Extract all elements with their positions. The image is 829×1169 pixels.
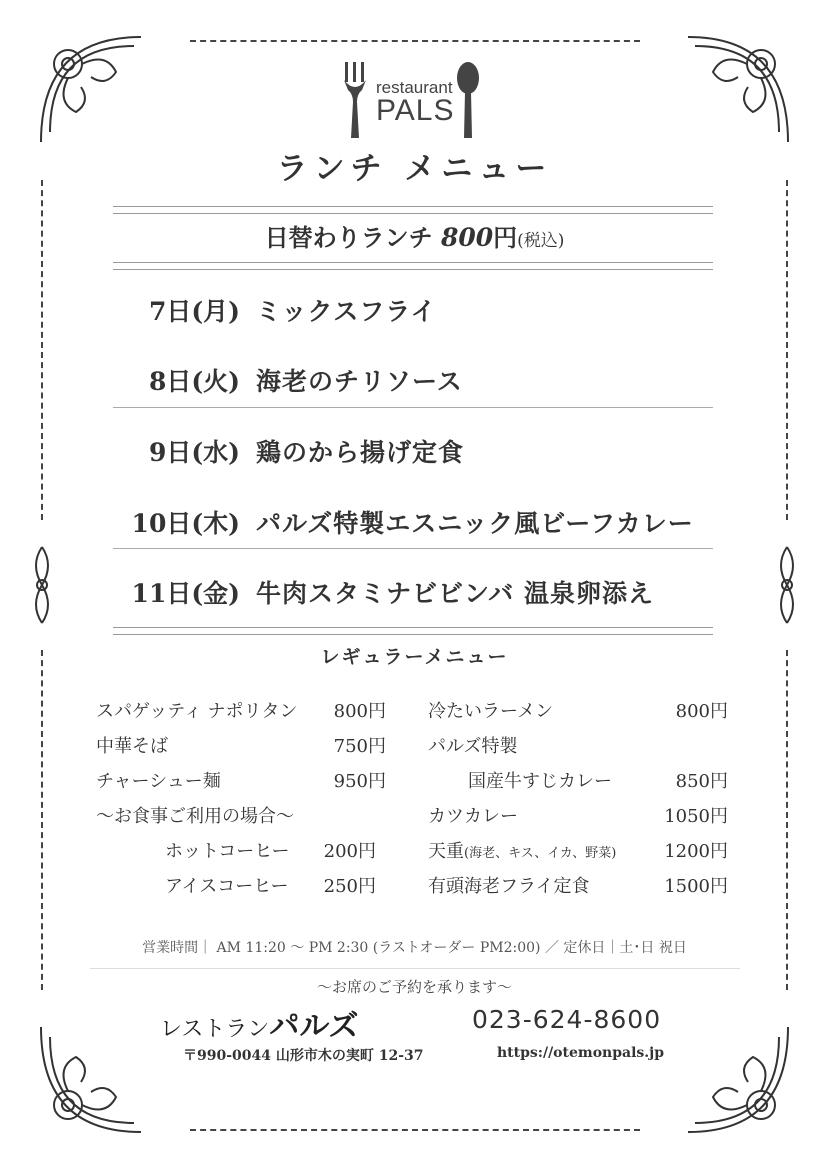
- dish-name: 海老のチリソース: [256, 367, 463, 396]
- logo-small-text: restaurant: [376, 78, 453, 97]
- menu-note: ～お食事ご利用の場合～: [96, 806, 294, 827]
- menu-item-name: チャーシュー麺: [96, 771, 221, 792]
- daily-lunch-header: [0, 218, 829, 253]
- day-label: 7日(月): [148, 297, 240, 326]
- rule-bottom-daily: [113, 262, 713, 270]
- corner-ornament-bottom-left: [36, 1022, 146, 1137]
- brand-main: パルズ: [269, 1010, 359, 1043]
- menu-item-name: スパゲッティ ナポリタン: [96, 701, 298, 722]
- spoon-icon: [454, 62, 482, 140]
- menu-item-main: 天重: [428, 841, 464, 862]
- fork-icon: [342, 62, 368, 140]
- business-hours: 営業時間｜ AM 11:20 ～ PM 2:30 (ラストオーダー PM2:00) ／ 定休日｜土･日 祝日: [142, 940, 687, 956]
- dish-name: パルズ特製エスニック風ビーフカレー: [256, 509, 694, 538]
- website-link[interactable]: https://otemonpals.jp: [497, 1045, 665, 1061]
- menu-item-name: アイスコーヒー: [165, 876, 289, 897]
- divider: [113, 548, 713, 549]
- menu-item-note: (海老、キス、イカ、野菜): [464, 846, 617, 861]
- day-row: [0, 292, 829, 332]
- dish-name: ミックスフライ: [256, 297, 437, 326]
- menu-item-price: 1500円: [664, 876, 728, 897]
- menu-item-price: 850円: [675, 771, 728, 792]
- menu-item-name: 有頭海老フライ定食: [428, 876, 590, 897]
- corner-ornament-top-left: [36, 32, 146, 147]
- day-row: [0, 433, 829, 473]
- menu-item-price: 750円: [333, 736, 386, 757]
- day-label: 11日(金): [131, 579, 240, 608]
- menu-item-price: 800円: [675, 701, 728, 722]
- daily-price: 800: [440, 223, 494, 252]
- menu-item-price: 1050円: [664, 806, 728, 827]
- menu-item-name: [428, 837, 616, 863]
- day-row: [0, 362, 829, 402]
- day-label: 10日(木): [131, 509, 240, 538]
- day-row: [0, 574, 829, 614]
- menu-item-price: 800円: [333, 701, 386, 722]
- menu-item-price: 950円: [333, 771, 386, 792]
- address: 〒990-0044 山形市木の実町 12-37: [183, 1048, 424, 1064]
- menu-item-price: 1200円: [664, 841, 728, 862]
- bottom-border: [190, 1129, 640, 1131]
- day-row: [0, 504, 829, 544]
- divider: [113, 407, 713, 408]
- regular-menu-title: レギュラーメニュー: [320, 646, 509, 668]
- dish-name: 鶏のから揚げ定食: [256, 438, 465, 467]
- rule-top-daily: [113, 206, 713, 214]
- day-label: 9日(水): [148, 438, 240, 467]
- reservation-note: ～お席のご予約を承ります～: [316, 978, 512, 996]
- corner-ornament-bottom-right: [683, 1022, 793, 1137]
- footer-divider: [90, 968, 740, 969]
- daily-label: 日替わりランチ: [264, 223, 433, 252]
- restaurant-name: [160, 1001, 358, 1045]
- top-border: [190, 40, 640, 42]
- menu-item-name: カツカレー: [428, 806, 518, 827]
- dish-name: 牛肉スタミナビビンバ 温泉卵添え: [256, 579, 654, 608]
- logo-big-text: PALS: [376, 94, 455, 127]
- menu-item-price: 200円: [323, 841, 376, 862]
- daily-tax: (税込): [517, 231, 565, 251]
- page-title: ランチ メニュー: [276, 151, 553, 187]
- menu-item-name: 国産牛すじカレー: [468, 771, 612, 792]
- day-label: 8日(火): [148, 367, 240, 396]
- menu-item-name: ホットコーヒー: [165, 841, 290, 862]
- corner-ornament-top-right: [683, 32, 793, 147]
- menu-item-name: 中華そば: [96, 736, 168, 757]
- phone-number[interactable]: 023-624-8600: [472, 1005, 662, 1034]
- brand-prefix: レストラン: [160, 1016, 270, 1041]
- menu-item-name: 冷たいラーメン: [428, 701, 554, 722]
- menu-item-price: 250円: [323, 876, 376, 897]
- daily-yen: 円: [493, 223, 518, 252]
- rule-regular: [113, 627, 713, 635]
- menu-item-name: パルズ特製: [428, 736, 518, 757]
